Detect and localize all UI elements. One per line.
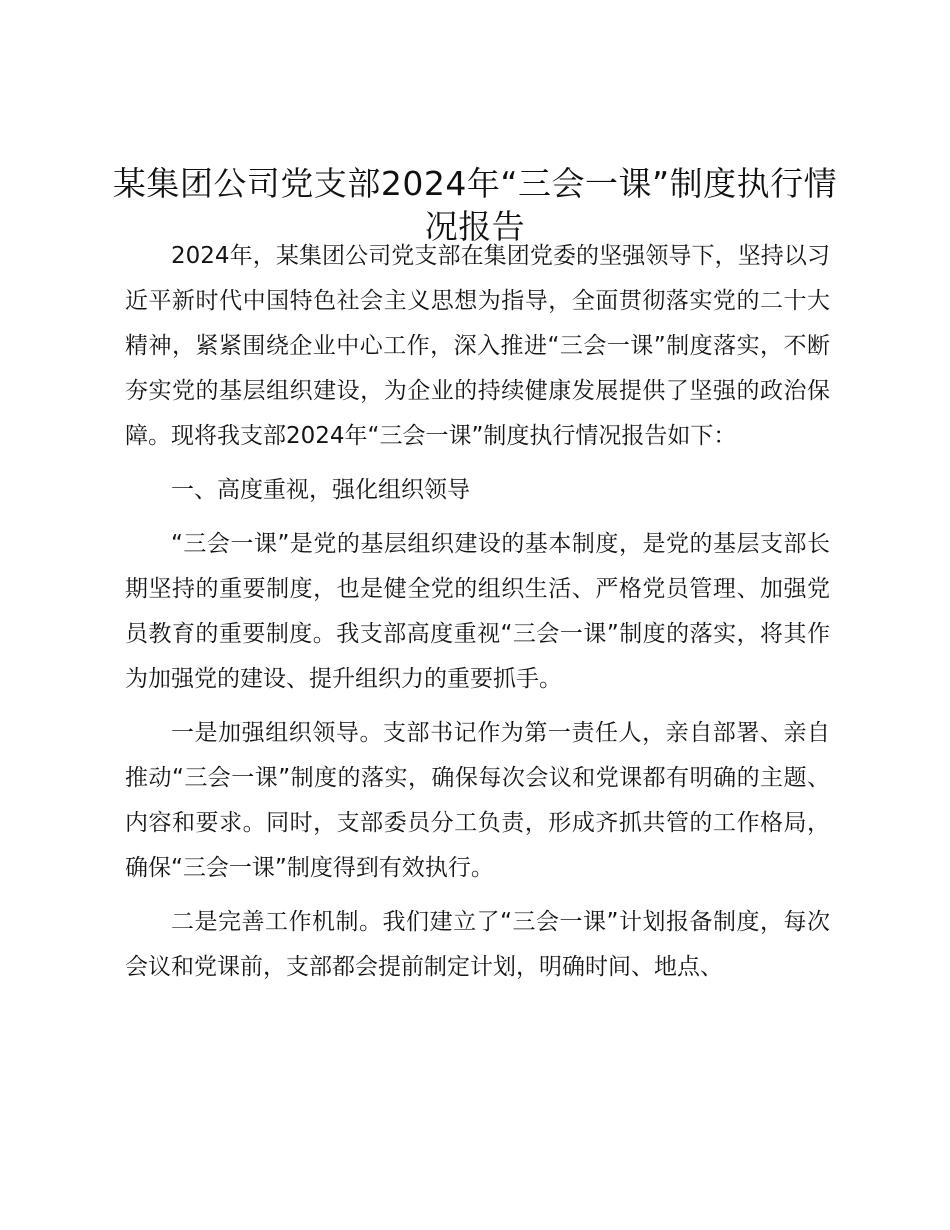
document-body <box>125 234 830 999</box>
body-paragraph: 二是完善工作机制。我们建立了“三会一课”计划报备制度，每次会议和党课前，支部都会提前制定计划，明确时间、地点、 <box>125 909 830 980</box>
document-title: 某集团公司党支部2024年“三会一课”制度执行情况报告 <box>112 164 838 246</box>
section-heading-1: 一、高度重视，强化组织领导 <box>171 477 470 503</box>
intro-paragraph: 2024年，某集团公司党支部在集团党委的坚强领导下，坚持以习近平新时代中国特色社会主义思想为指导，全面贯彻落实党的二十大精神，紧紧围绕企业中心工作，深入推进“三会一课”制度落实，不断夯实党的基层组织建设，为企业的持续健康发展提供了坚强的政治保障。现将我支部2024年“三会一课”制度执行情况报告如下： <box>125 243 830 449</box>
body-paragraph: 一是加强组织领导。支部书记作为第一责任人，亲自部署、亲自推动“三会一课”制度的落实，确保每次会议和党课都有明确的主题、内容和要求。同时，支部委员分工负责，形成齐抓共管的工作格局，确保“三会一课”制度得到有效执行。 <box>125 720 830 881</box>
body-paragraph: “三会一课”是党的基层组织建设的基本制度，是党的基层支部长期坚持的重要制度，也是健全党的组织生活、严格党员管理、加强党员教育的重要制度。我支部高度重视“三会一课”制度的落实，将其作为加强党的建设、提升组织力的重要抓手。 <box>125 531 830 692</box>
